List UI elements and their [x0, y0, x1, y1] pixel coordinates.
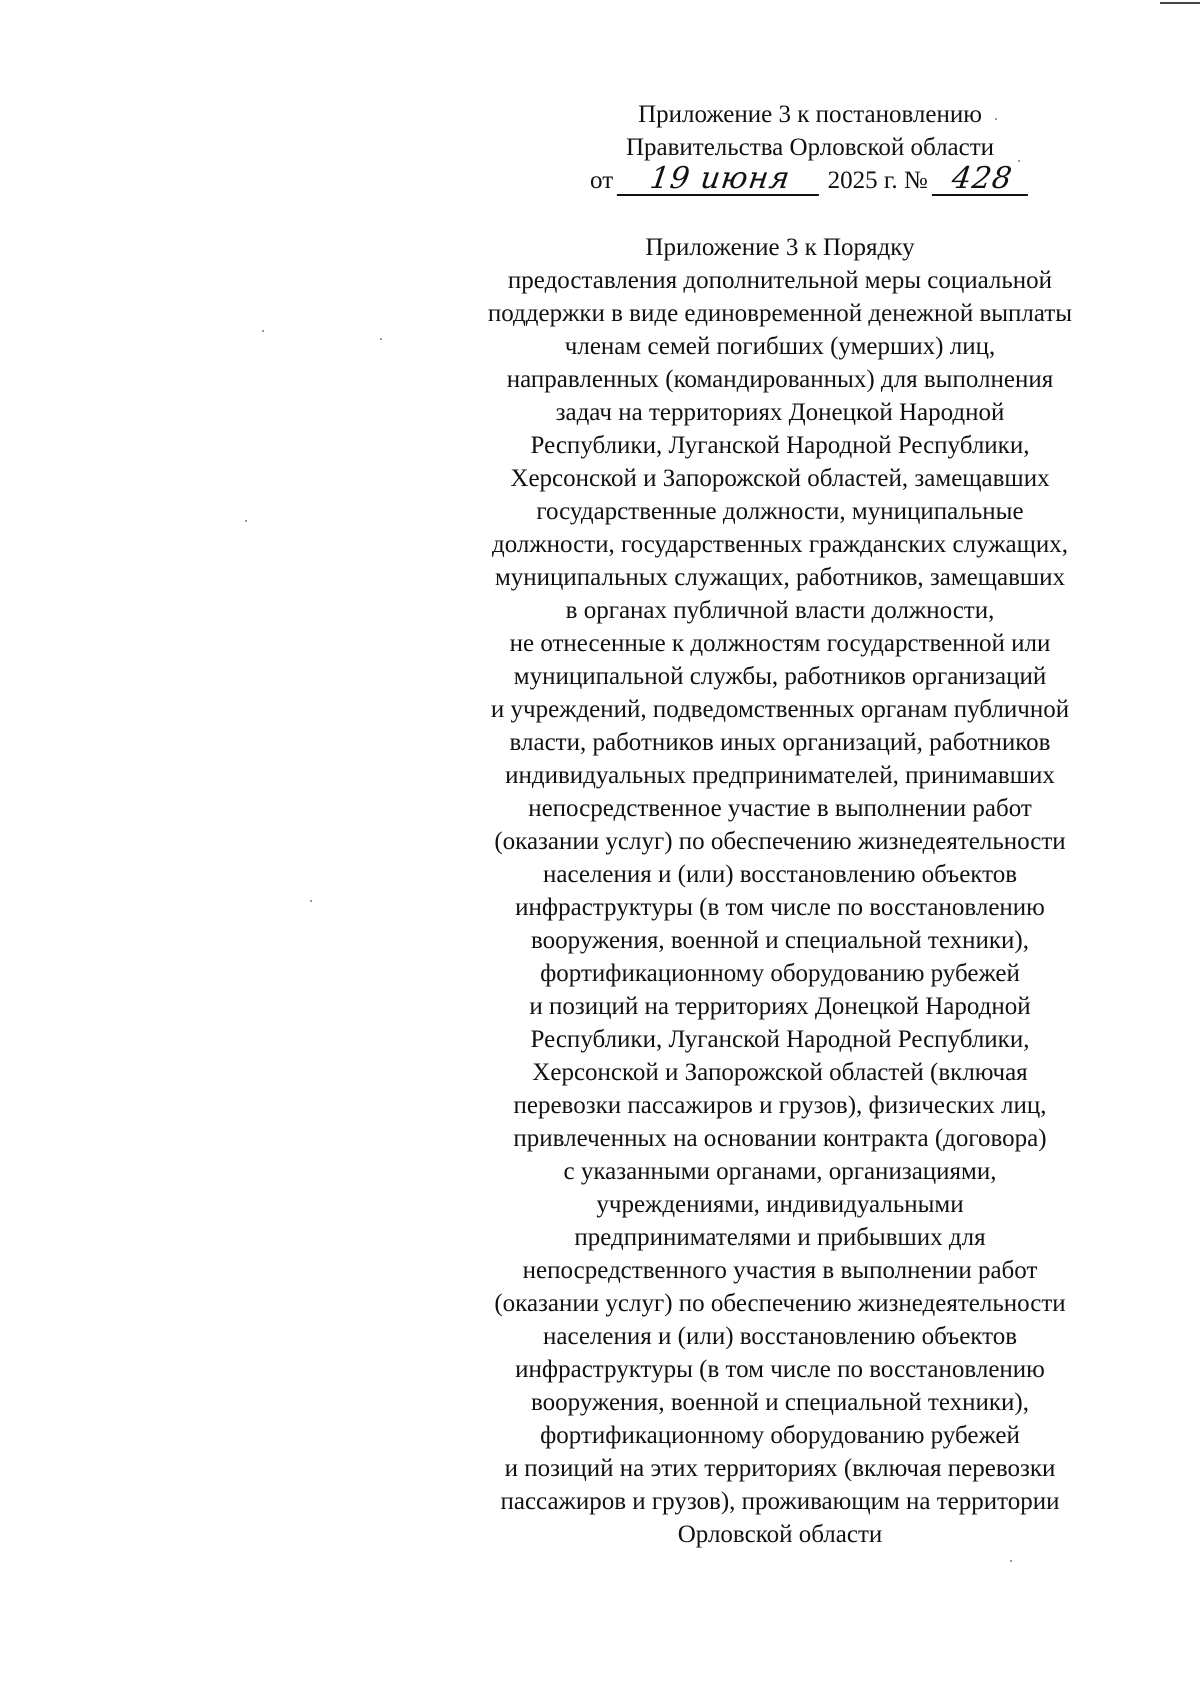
- appendix-text-line: должности, государственных гражданских служащих,: [491, 531, 1069, 558]
- header-line-2: Правительства Орловской области: [625, 134, 995, 161]
- appendix-text-line: вооружения, военной и специальной техники),: [531, 927, 1029, 954]
- appendix-text-line: населения и (или) восстановлению объектов: [542, 861, 1018, 888]
- appendix-text-line: не отнесенные к должностям государственной или: [509, 630, 1051, 657]
- scan-edge-mark: [1160, 2, 1200, 4]
- appendix-title: Приложение 3 к Порядку: [645, 234, 915, 261]
- appendix-text-line: муниципальной службы, работников организаций: [513, 663, 1047, 690]
- appendix-text-line: пассажиров и грузов), проживающим на территории: [500, 1488, 1060, 1515]
- resolution-header: [560, 98, 1060, 197]
- appendix-text-line: поддержки в виде единовременной денежной выплаты: [487, 300, 1073, 327]
- header-line-1: Приложение 3 к постановлению: [638, 101, 982, 128]
- scan-speck: [380, 338, 382, 340]
- appendix-text-line: и позиций на территориях Донецкой Народной: [529, 993, 1031, 1020]
- appendix-text-line: предпринимателями и прибывших для: [574, 1224, 986, 1251]
- appendix-text-line: непосредственное участие в выполнении работ: [528, 795, 1032, 822]
- appendix-text-line: Республики, Луганской Народной Республики,: [530, 432, 1030, 459]
- appendix-block: [430, 231, 1130, 1551]
- appendix-text-line: в органах публичной власти должности,: [565, 597, 995, 624]
- header-date-line: [560, 161, 1060, 197]
- appendix-text-line: фортификационному оборудованию рубежей: [540, 1422, 1020, 1449]
- year-number-label: 2025 г. №: [827, 167, 928, 194]
- appendix-text-line: предоставления дополнительной меры социальной: [507, 267, 1053, 294]
- appendix-text-line: задач на территориях Донецкой Народной: [555, 399, 1005, 426]
- appendix-text-line: Республики, Луганской Народной Республики,: [530, 1026, 1030, 1053]
- scan-speck: [262, 330, 264, 332]
- appendix-text-line: вооружения, военной и специальной техники),: [531, 1389, 1029, 1416]
- handwritten-date: 19 июня: [617, 164, 823, 196]
- appendix-text-line: инфраструктуры (в том числе по восстановлению: [515, 1356, 1045, 1383]
- scan-speck: [245, 520, 247, 522]
- appendix-text-line: членам семей погибших (умерших) лиц,: [564, 333, 996, 360]
- appendix-text-line: индивидуальных предпринимателей, принимавших: [505, 762, 1055, 789]
- scan-speck: [310, 900, 312, 902]
- appendix-text-line: фортификационному оборудованию рубежей: [540, 960, 1020, 987]
- appendix-text-line: направленных (командированных) для выполнения: [506, 366, 1054, 393]
- appendix-text-line: (оказании услуг) по обеспечению жизнедеятельности: [494, 1290, 1066, 1317]
- date-prefix: от: [590, 167, 614, 194]
- scan-speck: [1010, 1560, 1012, 1562]
- appendix-text-line: Орловской области: [677, 1521, 883, 1548]
- appendix-text-line: с указанными органами, организациями,: [563, 1158, 997, 1185]
- appendix-text-line: власти, работников иных организаций, работников: [509, 729, 1051, 756]
- appendix-text-line: (оказании услуг) по обеспечению жизнедеятельности: [494, 828, 1066, 855]
- appendix-text-line: Херсонской и Запорожской областей, замещавших: [510, 465, 1050, 492]
- appendix-text-line: непосредственного участия в выполнении работ: [522, 1257, 1038, 1284]
- appendix-text: [430, 264, 1130, 1551]
- appendix-text-line: привлеченных на основании контракта (договора): [513, 1125, 1047, 1152]
- appendix-text-line: Херсонской и Запорожской областей (включая: [532, 1059, 1028, 1086]
- appendix-text-line: и позиций на этих территориях (включая перевозки: [504, 1455, 1056, 1482]
- appendix-text-line: населения и (или) восстановлению объектов: [542, 1323, 1018, 1350]
- appendix-text-line: государственные должности, муниципальные: [536, 498, 1024, 525]
- appendix-text-line: и учреждений, подведомственных органам публичной: [490, 696, 1070, 723]
- appendix-text-line: учреждениями, индивидуальными: [596, 1191, 964, 1218]
- handwritten-number: 428: [932, 164, 1032, 196]
- appendix-text-line: муниципальных служащих, работников, замещавших: [494, 564, 1066, 591]
- appendix-text-line: инфраструктуры (в том числе по восстановлению: [515, 894, 1045, 921]
- appendix-text-line: перевозки пассажиров и грузов), физических лиц,: [513, 1092, 1047, 1119]
